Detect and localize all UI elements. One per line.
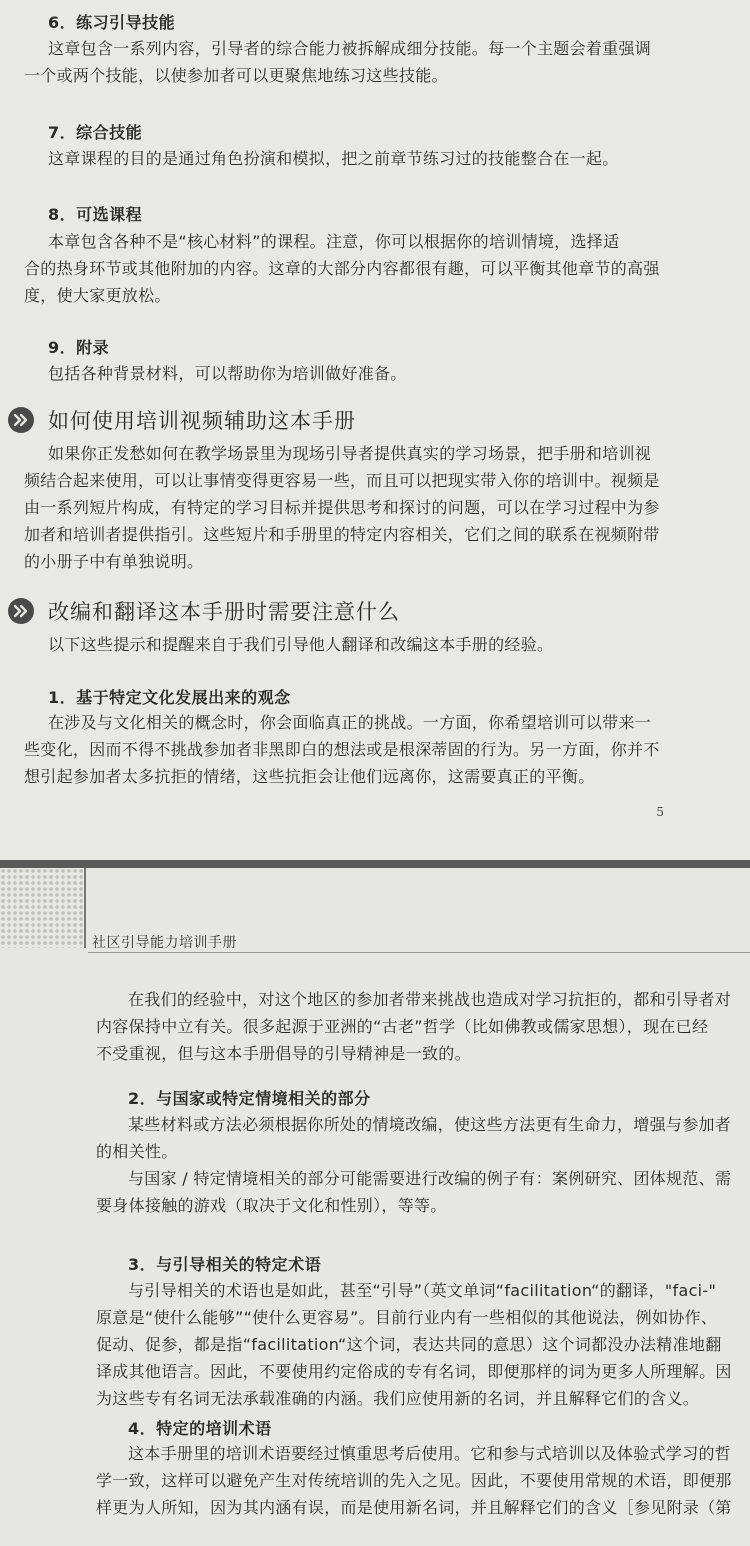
text-line: 的小册子中有单独说明。 <box>24 552 204 571</box>
text-line: 本章包含各种不是“核心材料”的课程。注意，你可以根据你的培训情境，选择适 <box>48 232 620 251</box>
section-9-body <box>24 360 744 387</box>
section-9-heading: 9．附录 <box>48 338 110 357</box>
text-line: 加者和培训者提供指引。这些短片和手册里的特定内容相关，它们之间的联系在视频附带 <box>24 525 660 544</box>
section-6-body <box>24 35 744 89</box>
text-line: 样更为人所知，因为其内涵有误，而是使用新名词，并且解释它们的含义［参见附录（第 <box>96 1498 732 1517</box>
section-4-heading: 4．特定的培训术语 <box>128 1419 272 1438</box>
text-line: 译成其他语言。因此，不要使用约定俗成的专有名词，即便那样的词为更多人所理解。因 <box>96 1362 732 1381</box>
text-line: 与引导相关的术语也是如此，甚至“引导”（英文单词“facilitation“的翻译，"faci-" <box>128 1281 717 1300</box>
text-line: 一个或两个技能，以使参加者可以更聚焦地练习这些技能。 <box>24 66 448 85</box>
section-3-heading: 3．与引导相关的特定术语 <box>128 1255 322 1274</box>
section-7-body <box>24 145 744 172</box>
adapt-section-title-text: 改编和翻译这本手册时需要注意什么 <box>48 600 400 624</box>
decorative-divider <box>84 868 86 948</box>
section-4-body <box>96 1440 746 1521</box>
text-line: 这章课程的目的是通过角色扮演和模拟，把之前章节练习过的技能整合在一起。 <box>48 149 619 168</box>
text-line: 与国家 / 特定情境相关的部分可能需要进行改编的例子有：案例研究、团体规范、需 <box>128 1169 732 1188</box>
section-8-heading: 8．可选课程 <box>48 205 143 224</box>
text-line: 原意是“使什么能够”“使什么更容易”。目前行业内有一些相似的其他说法，例如协作、 <box>96 1308 718 1327</box>
text-line: 在我们的经验中，对这个地区的参加者带来挑战也造成对学习抗拒的，都和引导者对 <box>128 990 732 1009</box>
section-6-heading: 6．练习引导技能 <box>48 13 176 32</box>
text-line: 在涉及与文化相关的概念时，你会面临真正的挑战。一方面，你希望培训可以带来一 <box>48 713 652 732</box>
text-line: 不受重视，但与这本手册倡导的引导精神是一致的。 <box>96 1044 471 1063</box>
section-2-heading: 2．与国家或特定情境相关的部分 <box>128 1089 371 1108</box>
intro-body <box>96 986 746 1067</box>
video-section-body <box>24 440 744 575</box>
text-line: 频结合起来使用，可以让事情变得更容易一些，而且可以把现实带入你的培训中。视频是 <box>24 471 660 490</box>
text-line: 促动、促参，都是指“facilitation“这个词，表达共同的意思）这个词都没办法精准地翻 <box>96 1335 722 1354</box>
header-rule <box>88 952 750 953</box>
text-line: 合的热身环节或其他附加的内容。这章的大部分内容都很有趣，可以平衡其他章节的高强 <box>24 259 660 278</box>
page-number: 5 <box>656 805 664 819</box>
adapt-sub-heading: 1．基于特定文化发展出来的观念 <box>48 688 291 707</box>
video-section-title <box>8 405 356 435</box>
section-8-body <box>24 228 744 309</box>
text-line: 这章包含一系列内容，引导者的综合能力被拆解成细分技能。每一个主题会着重强调 <box>48 39 652 58</box>
text-line: 内容保持中立有关。很多起源于亚洲的“古老”哲学（比如佛教或儒家思想），现在已经 <box>96 1017 709 1036</box>
text-line: 要身体接触的游戏（取决于文化和性别），等等。 <box>96 1196 447 1215</box>
page-lower <box>0 868 750 1546</box>
double-chevron-right-icon <box>8 598 34 624</box>
text-line: 包括各种背景材料，可以帮助你为培训做好准备。 <box>48 364 407 383</box>
text-line: 为这些专有名词无法承载准确的内涵。我们应使用新的名词，并且解释它们的含义。 <box>96 1389 700 1408</box>
double-chevron-right-icon <box>8 407 34 433</box>
text-line: 由一系列短片构成，有特定的学习目标并提供思考和探讨的问题，可以在学习过程中为参 <box>24 498 660 517</box>
section-7-heading: 7．综合技能 <box>48 123 143 142</box>
section-3-body <box>96 1277 746 1412</box>
adapt-sub-body <box>24 709 744 790</box>
text-line: 如果你正发愁如何在教学场景里为现场引导者提供真实的学习场景，把手册和培训视 <box>48 444 652 463</box>
video-section-title-text: 如何使用培训视频辅助这本手册 <box>48 409 356 433</box>
text-line: 某些材料或方法必须根据你所处的情境改编，使这些方法更有生命力，增强与参加者 <box>128 1115 732 1134</box>
running-head: 社区引导能力培训手册 <box>92 935 237 951</box>
text-line: 这本手册里的培训术语要经过慎重思考后使用。它和参与式培训以及体验式学习的哲 <box>128 1444 732 1463</box>
text-line: 想引起参加者太多抗拒的情绪，这些抗拒会让他们远离你，这需要真正的平衡。 <box>24 767 595 786</box>
adapt-section-intro: 以下这些提示和提醒来自于我们引导他人翻译和改编这本手册的经验。 <box>48 635 554 654</box>
text-line: 度，使大家更放松。 <box>24 286 171 305</box>
text-line: 些变化，因而不得不挑战参加者非黑即白的想法或是根深蒂固的行为。另一方面，你并不 <box>24 740 660 759</box>
text-line: 的相关性。 <box>96 1142 178 1161</box>
section-2-body <box>96 1111 746 1219</box>
adapt-section-title <box>8 596 400 626</box>
decorative-dot-strip <box>0 868 84 948</box>
text-line: 学一致，这样可以避免产生对传统培训的先入之见。因此，不要使用常规的术语，即便那 <box>96 1471 732 1490</box>
